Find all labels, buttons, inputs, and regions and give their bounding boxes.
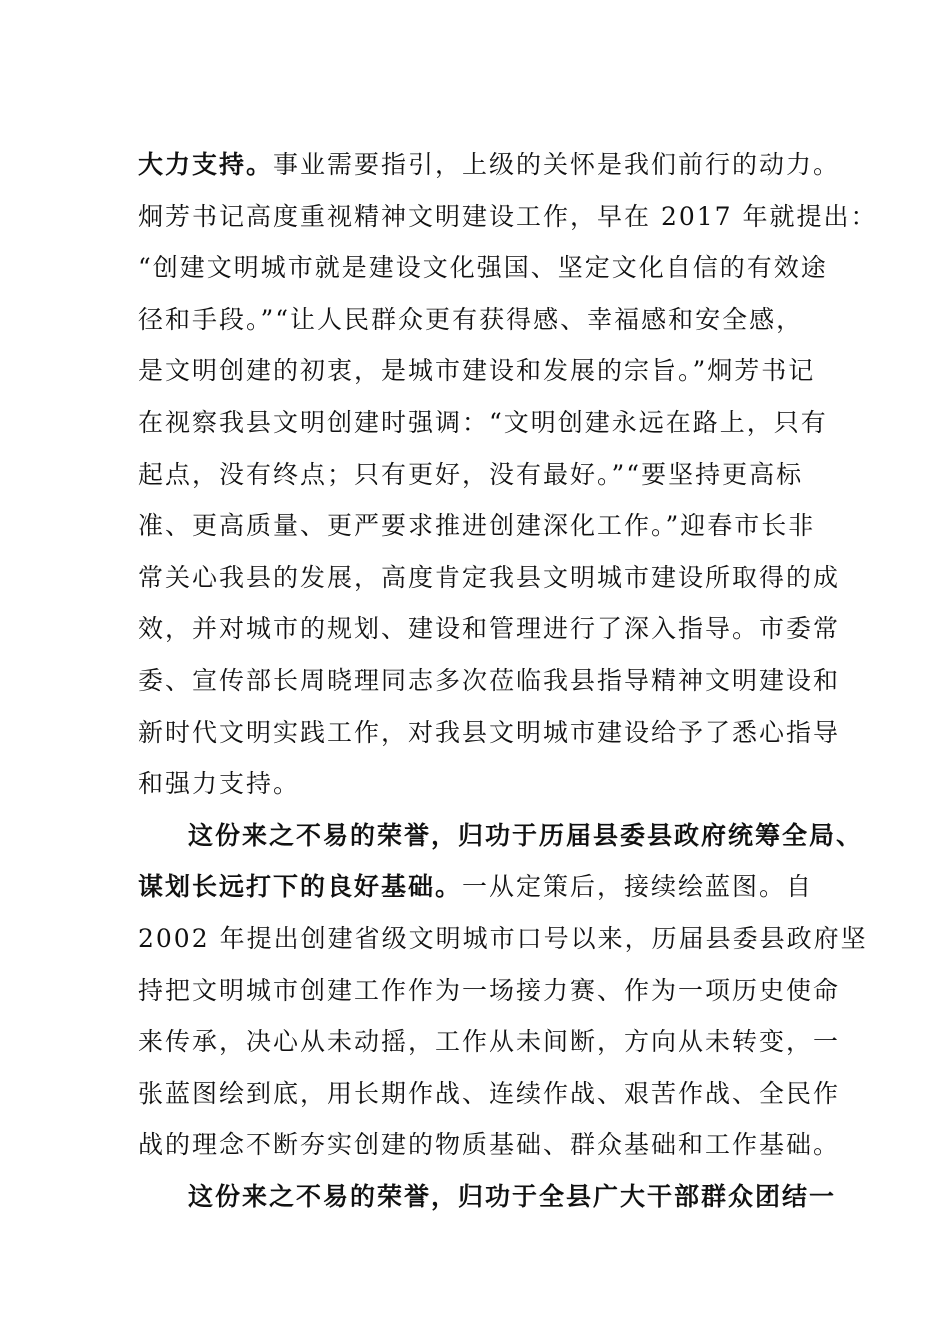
document-body — [138, 139, 878, 1222]
line-text: 张蓝图绘到底，用长期作战、连续作战、艰苦作战、全民作 — [138, 1078, 841, 1108]
line-text: 来传承，决心从未动摇，工作从未间断，方向从未转变，一 — [138, 1027, 841, 1057]
line-text: 效，并对城市的规划、建设和管理进行了深入指导。市委常 — [138, 614, 841, 644]
text-line-3 — [138, 242, 828, 294]
text-line-5 — [138, 345, 828, 397]
text-line-12 — [138, 707, 841, 759]
text-line-21 — [138, 1171, 837, 1223]
text-line-17 — [138, 965, 841, 1017]
text-line-1 — [138, 139, 841, 191]
text-line-8 — [138, 500, 828, 552]
line-text: 委、宣传部长周晓理同志多次莅临我县指导精神文明建设和 — [138, 665, 841, 695]
text-line-18 — [138, 1016, 841, 1068]
bold-lead: 大力支持。 — [138, 150, 274, 179]
text-line-19 — [138, 1068, 841, 1120]
line-text: 准、更高质量、更严要求推进创建深化工作。”迎春市长非 — [138, 511, 816, 541]
text-line-14 — [138, 810, 864, 862]
line-text: 和强力支持。 — [138, 769, 301, 799]
line-text: 是文明创建的初衷，是城市建设和发展的宗旨。”炯芳书记 — [138, 356, 816, 386]
bold-lead: 谋划长远打下的良好基础。 — [138, 872, 463, 902]
bold-lead: 这份来之不易的荣誉，归功于全县广大干部群众团结一 — [188, 1181, 837, 1211]
text-line-13 — [138, 758, 828, 810]
text-line-15 — [138, 861, 828, 913]
text-line-11 — [138, 655, 841, 707]
text-line-9 — [138, 552, 841, 604]
text-line-2 — [138, 191, 878, 243]
line-text: 起点，没有终点；只有更好，没有最好。”“要坚持更高标 — [138, 459, 804, 489]
line-text: 一从定策后，接续绘蓝图。自 — [462, 872, 814, 902]
line-text: 持把文明城市创建工作作为一场接力赛、作为一项历史使命 — [138, 975, 841, 1005]
bold-lead: 这份来之不易的荣誉，归功于历届县委县政府统筹全局、 — [188, 820, 864, 850]
text-line-10 — [138, 603, 841, 655]
text-line-16 — [138, 913, 868, 965]
text-line-20 — [138, 1119, 841, 1171]
line-text: 径和手段。”“让人民群众更有获得感、幸福感和安全感， — [138, 304, 804, 334]
line-text: “创建文明城市就是建设文化强国、坚定文化自信的有效途 — [138, 253, 828, 283]
text-line-4 — [138, 294, 828, 346]
line-text: 在视察我县文明创建时强调：“文明创建永远在路上，只有 — [138, 407, 828, 437]
text-line-6 — [138, 397, 828, 449]
line-text: 2002 年提出创建省级文明城市口号以来，历届县委县政府坚 — [138, 923, 868, 953]
line-text: 常关心我县的发展，高度肯定我县文明城市建设所取得的成 — [138, 562, 841, 592]
line-text: 事业需要指引，上级的关怀是我们前行的动力。 — [273, 150, 841, 179]
line-text: 新时代文明实践工作，对我县文明城市建设给予了悉心指导 — [138, 717, 841, 747]
text-line-7 — [138, 449, 828, 501]
line-text: 炯芳书记高度重视精神文明建设工作，早在 2017 年就提出： — [138, 201, 878, 231]
line-text: 战的理念不断夯实创建的物质基础、群众基础和工作基础。 — [138, 1130, 841, 1160]
